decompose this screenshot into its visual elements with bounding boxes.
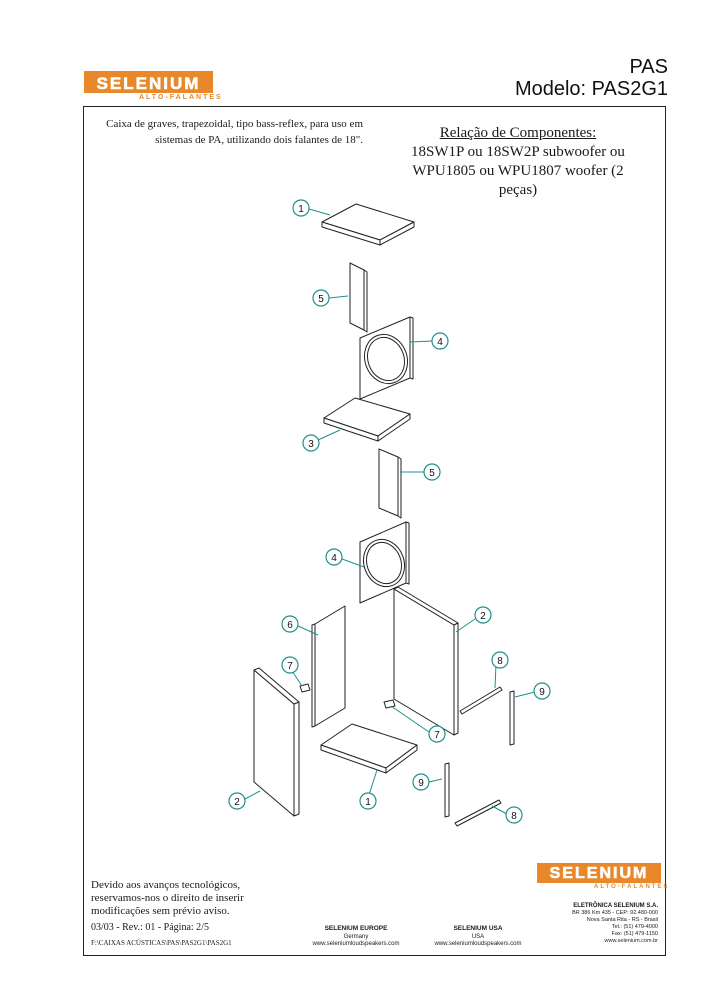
hq-address-line-2: Nova Santa Rita - RS - Brasil: [586, 917, 658, 923]
office-usa-web[interactable]: www.seleniumloudspeakers.com: [434, 941, 522, 947]
callout-label: 5: [318, 294, 324, 305]
callout-label: 2: [480, 611, 486, 622]
panel-shelf: [324, 398, 410, 441]
callout-label: 9: [539, 687, 545, 698]
model-title: Modelo: PAS2G1: [514, 78, 668, 100]
office-europe-name: SELENIUM EUROPE: [324, 925, 388, 932]
panel-bottom: [321, 724, 417, 773]
block-right: [384, 700, 395, 708]
brace-lower: [379, 449, 401, 518]
footer-brand-logo-text: SELENIUM: [549, 865, 649, 882]
callout-label: 8: [511, 811, 517, 822]
office-usa: [418, 925, 538, 949]
callout-label: 4: [437, 337, 443, 348]
brand-logo-text: SELENIUM: [96, 74, 201, 93]
callout-label: 1: [298, 204, 304, 215]
footer-brand-logo-subtitle: ALTO-FALANTES: [594, 884, 670, 890]
headquarters-info: [572, 903, 658, 945]
company-name: ELETRÔNICA SELENIUM S.A.: [573, 903, 658, 909]
callout-label: 3: [308, 439, 314, 450]
callout-label: 2: [234, 797, 240, 808]
office-europe-web[interactable]: www.seleniumloudspeakers.com: [312, 941, 400, 947]
panel-top: [322, 204, 414, 245]
components-line-2: WPU1805 ou WPU1807 woofer (2 peças): [412, 163, 624, 198]
side-panel-left: [254, 668, 299, 816]
office-europe-country: Germany: [343, 933, 369, 940]
side-panel-right: [394, 587, 458, 735]
hq-address-line-1: BR 386 Km 435 - CEP: 92.480-000: [572, 910, 658, 916]
callout-label: 8: [497, 656, 503, 667]
post-right: [510, 691, 514, 745]
callout-label: 9: [418, 778, 424, 789]
callout-label: 7: [434, 730, 440, 741]
series-title: PAS: [629, 56, 668, 78]
file-path: F:\CAIXAS ACÚSTICAS\PAS\PAS2G1\PAS2G1: [91, 939, 232, 947]
callout-label: 6: [287, 620, 293, 631]
callout-label: 1: [365, 797, 371, 808]
disclaimer-notice: Devido aos avanços tecnológicos, reservamos-nos o direito de inserir modificações sem prévio aviso.: [91, 879, 244, 917]
callout-label: 7: [287, 661, 293, 672]
components-title: Relação de Componentes:: [439, 125, 597, 141]
revision-info: 03/03 - Rev.: 01 - Página: 2/5: [91, 922, 209, 933]
components-line-1: 18SW1P ou 18SW2P subwoofer ou: [411, 144, 625, 160]
rod-upper: [460, 687, 502, 714]
hq-web[interactable]: www.selenium.com.br: [604, 938, 658, 944]
office-europe: [296, 925, 416, 949]
brace-upper: [350, 263, 367, 332]
callout-label: 5: [429, 468, 435, 479]
callout-label: 4: [331, 553, 337, 564]
rod-lower: [455, 800, 501, 826]
hq-fax: Fax: (51) 479-1150: [611, 931, 658, 937]
post-lower: [445, 763, 449, 817]
footer-brand-logo: [537, 863, 661, 883]
office-usa-country: USA: [471, 933, 485, 940]
hq-phone: Tel.: (51) 479-4000: [611, 924, 658, 930]
brand-logo-subtitle: ALTO-FALANTES: [139, 94, 223, 101]
office-usa-name: SELENIUM USA: [453, 925, 503, 932]
product-description: Caixa de graves, trapezoidal, tipo bass-reflex, para uso em sistemas de PA, utilizando dois falantes de 18".: [106, 118, 363, 146]
back-panel: [312, 606, 345, 727]
